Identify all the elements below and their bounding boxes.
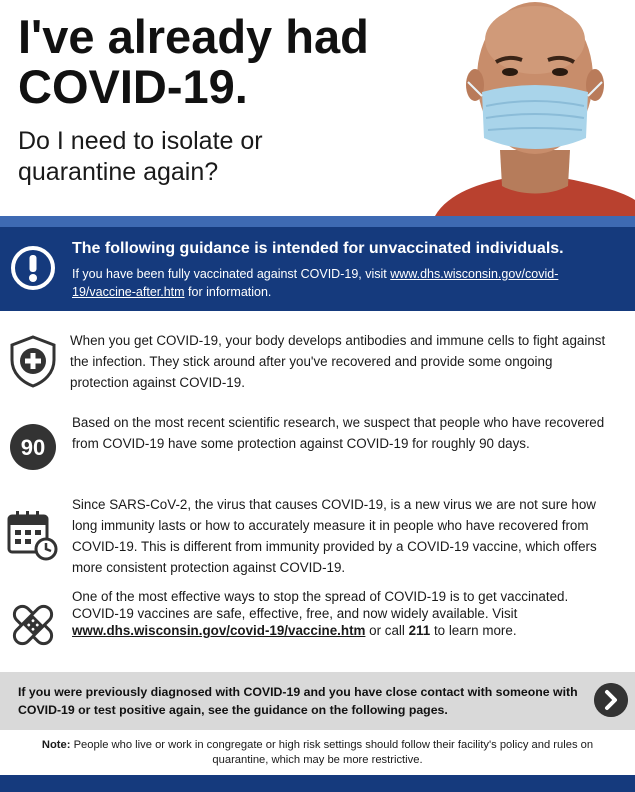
- calendar-clock-icon: [6, 508, 60, 562]
- banner-body-suffix: for information.: [184, 285, 272, 299]
- ninety-badge-label: 90: [20, 435, 46, 460]
- immunity-text: Since SARS-CoV-2, the virus that causes COVID-19, is a new virus we are not sure how long immunity lasts or how to accurately measure it in people who have recovered from COVID-19. This is different from immunity provided by a COVID-19 vaccine, which offers more consistent protection against COVID-19.: [72, 497, 597, 575]
- ninety-days-text: Based on the most recent scientific research, we suspect that people who have recovered from COVID-19 have some protection against COVID-19 for roughly 90 days.: [72, 415, 605, 451]
- phone-number: 211: [408, 623, 431, 638]
- note-text: People who live or work in congregate or high risk settings should follow their facility's policy and rules on quarantine, which may be more restrictive.: [70, 739, 594, 766]
- exclamation-circle-icon: [10, 245, 56, 291]
- vaccine-link[interactable]: www.dhs.wisconsin.gov/covid-19/vaccine.htm: [72, 623, 366, 638]
- bandage-icon: [6, 598, 60, 652]
- callout-box: [0, 672, 635, 730]
- header: [0, 0, 635, 216]
- page-subtitle: Do I need to isolate or quarantine again?: [18, 127, 263, 186]
- antibodies-text: When you get COVID-19, your body develops antibodies and immune cells to fight against the infection. They stick around after you've recovered and provide some ongoing protection against COVID-19.: [70, 333, 606, 390]
- callout-text: If you were previously diagnosed with COVID-19 and you have close contact with someone with COVID-19 or test positive again, see the guidance on the following pages.: [18, 685, 578, 717]
- banner-heading: The following guidance is intended for unvaccinated individuals.: [72, 240, 564, 257]
- vaccine-text-prefix: One of the most effective ways to stop the spread of COVID-19 is to get vaccinated. COVID-19 vaccines are safe, effective, free, and now widely available. Visit: [72, 589, 569, 621]
- vaccine-text-suffix: to learn more.: [430, 623, 517, 638]
- page-title: I've already had COVID-19.: [18, 10, 369, 113]
- shield-cross-icon: [6, 334, 60, 388]
- banner-body-prefix: If you have been fully vaccinated against COVID-19, visit: [72, 267, 391, 281]
- vaccine-after-link[interactable]: www.dhs.wisconsin.gov/covid-19/vaccine-after.htm: [72, 267, 559, 299]
- vaccine-text: [72, 588, 617, 639]
- footer-bar: [0, 775, 635, 792]
- masked-person-photo: [430, 0, 635, 216]
- banner-body: [72, 265, 622, 301]
- unvaccinated-banner: [0, 227, 635, 311]
- ninety-badge-icon: [6, 420, 60, 474]
- accent-band: [0, 216, 635, 227]
- note-label: Note:: [41, 739, 71, 751]
- chevron-right-icon[interactable]: [594, 683, 628, 717]
- note: [40, 738, 595, 768]
- vaccine-text-mid: or call: [365, 623, 409, 638]
